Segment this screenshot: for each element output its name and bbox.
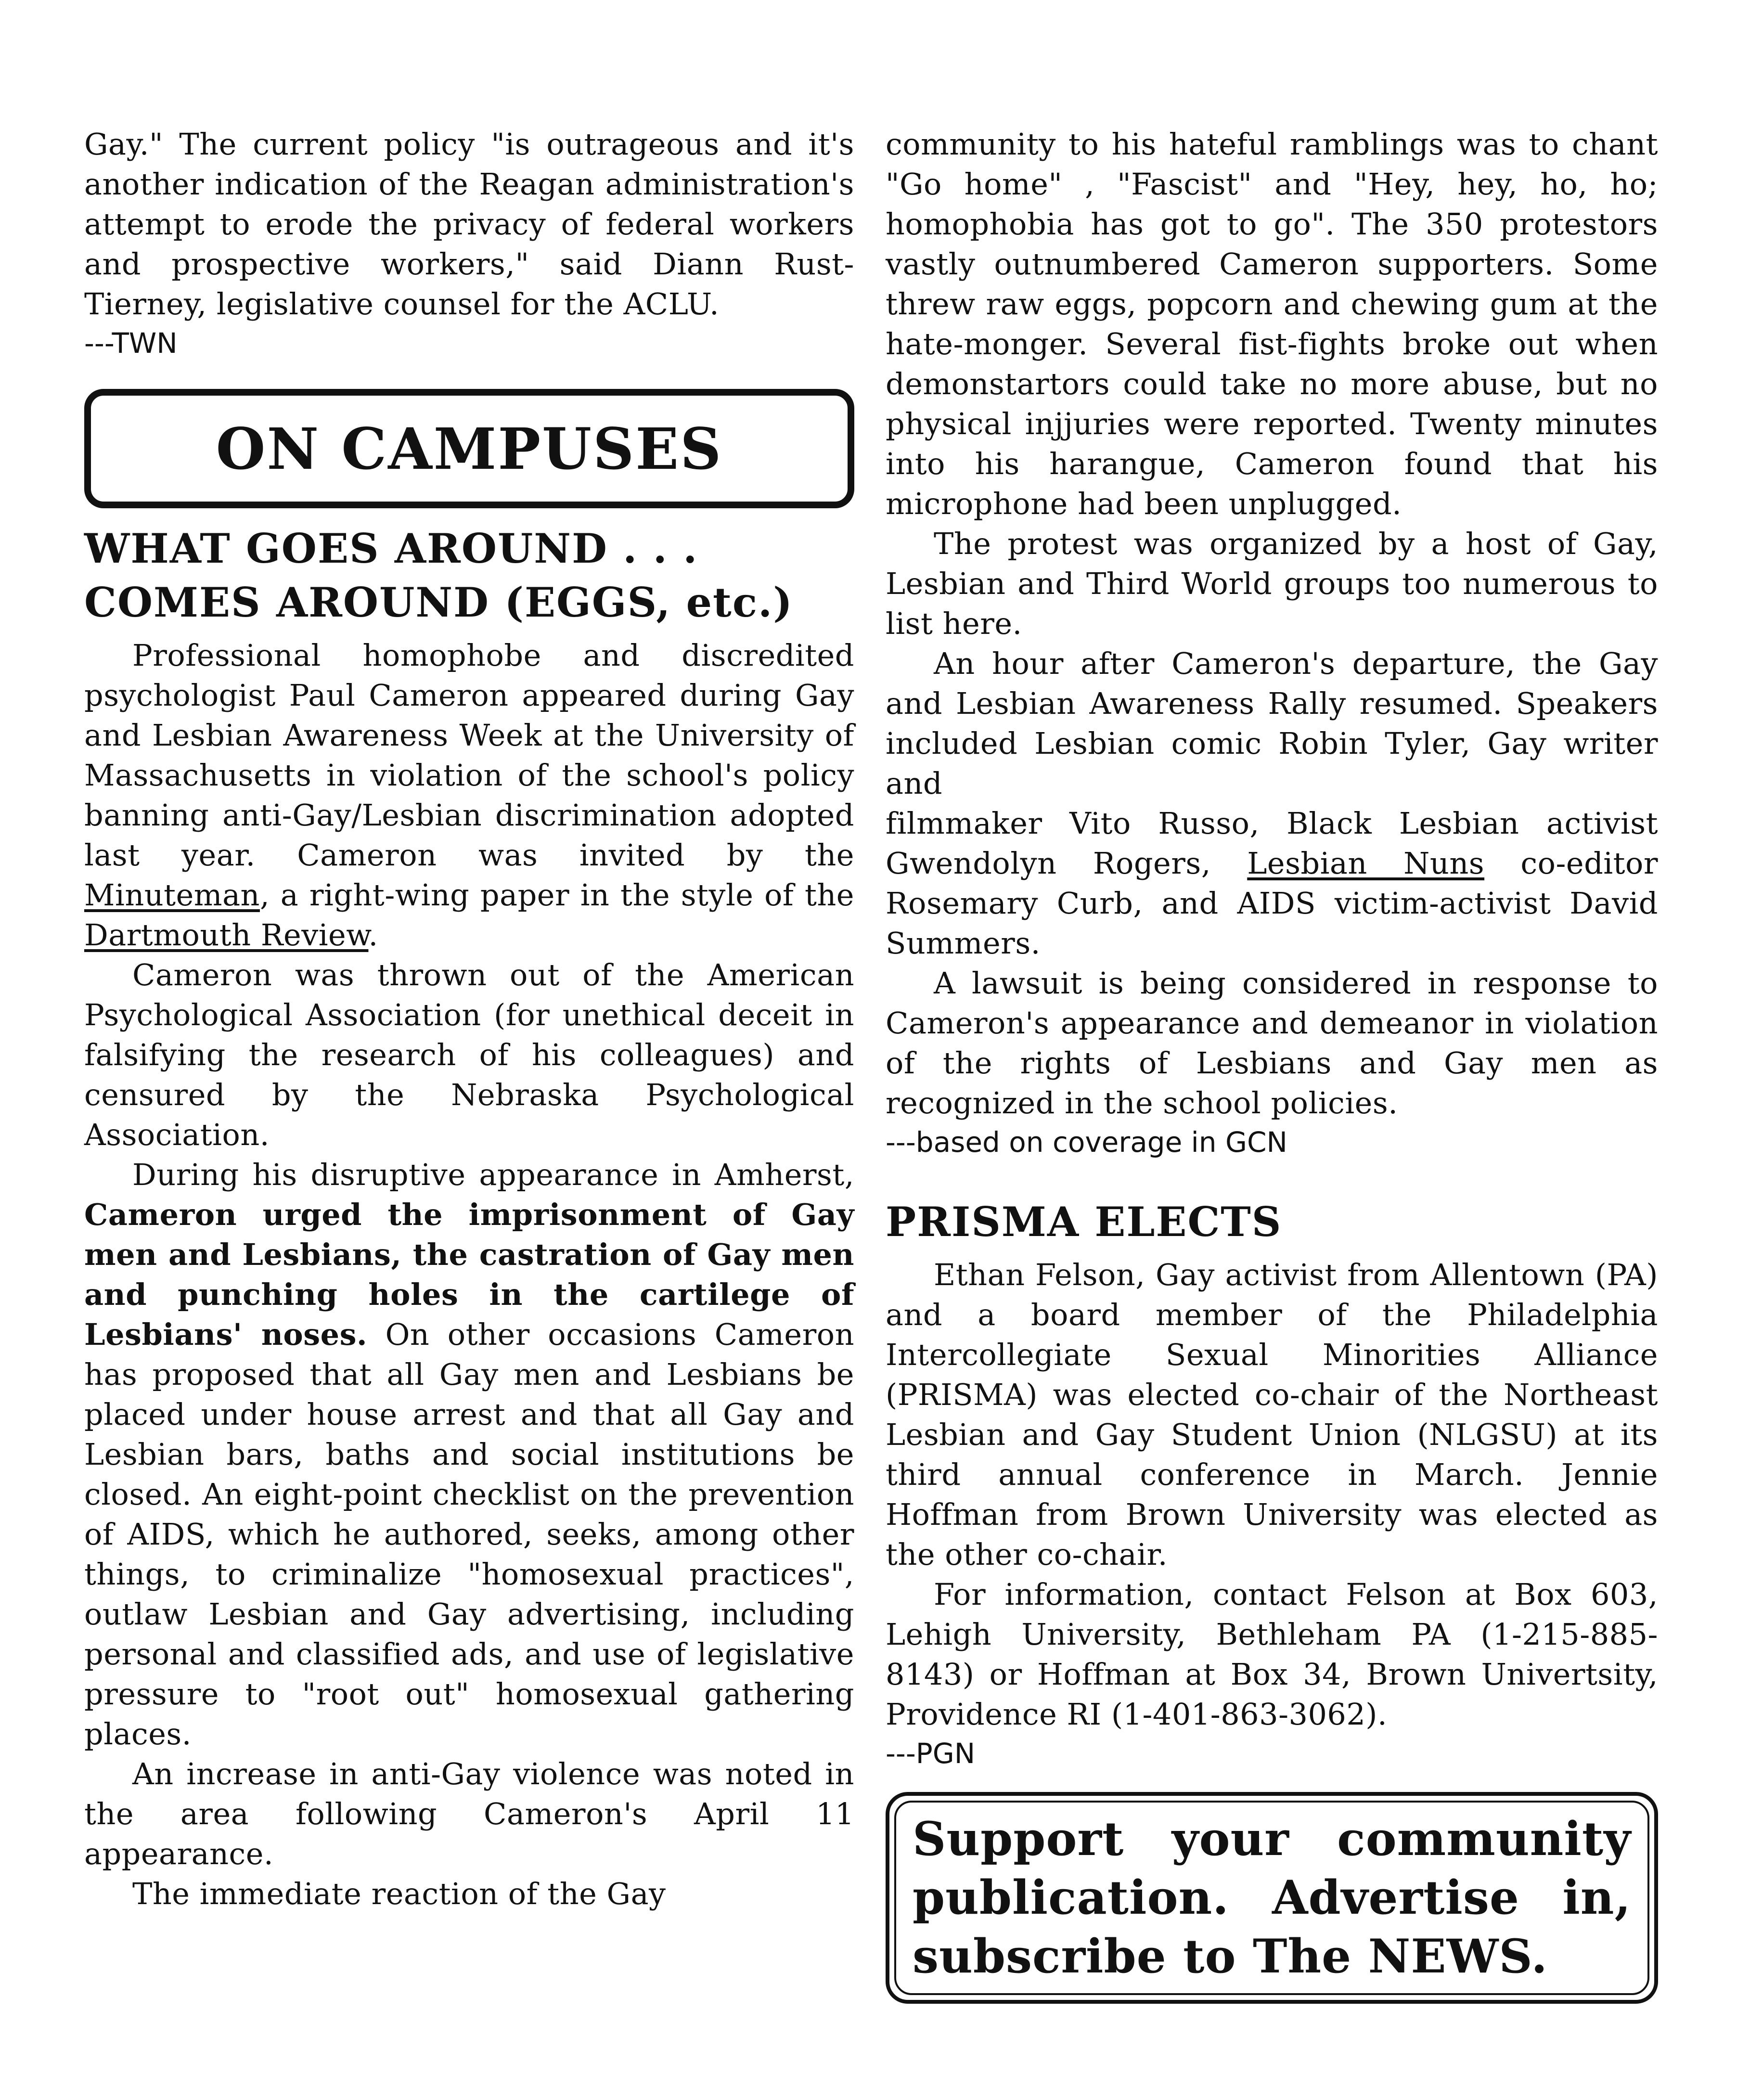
article-paragraph-rally: An hour after Cameron's departure, the Gay and Lesbian Awareness Rally resumed. Speakers included Lesbian comic Robin Tyler, Gay writer and bbox=[886, 646, 1658, 801]
minuteman-title: Minuteman bbox=[84, 877, 260, 913]
paragraph-text: . bbox=[368, 917, 378, 953]
paragraph-text: , a right-wing paper in the style of the bbox=[259, 877, 854, 913]
article-paragraph-1 bbox=[84, 635, 854, 955]
article-paragraph-lawsuit: A lawsuit is being considered in response to Cameron's appearance and demeanor in violation of the rights of Lesbians and Gay men as recognized in the school policies. bbox=[886, 966, 1658, 1121]
article-paragraph-protest: The protest was organized by a host of Gay, Lesbian and Third World groups too numerous to list here. bbox=[886, 526, 1658, 641]
paragraph-text: During his disruptive appearance in Amherst, bbox=[132, 1157, 854, 1192]
paragraph-text: co-editor Rosemary Curb, and AIDS victim-activist David Summers. bbox=[886, 846, 1659, 961]
credit-twn: ---TWN bbox=[84, 327, 178, 360]
credit-gcn: ---based on coverage in GCN bbox=[886, 1126, 1287, 1159]
headline-line-2: COMES AROUND (EGGS, etc.) bbox=[84, 579, 793, 626]
article-paragraph-4: An increase in anti-Gay violence was noted in the area following Cameron's April 11 appearance. bbox=[84, 1756, 854, 1871]
advertisement-box bbox=[886, 1792, 1658, 2004]
bold-quote: Cameron urged the imprisonment of Gay men and Lesbians, the castration of Gay men and punching holes in the cartilege of Lesbians' noses. bbox=[84, 1197, 854, 1352]
headline-line-1: WHAT GOES AROUND . . . bbox=[84, 525, 698, 572]
lesbian-nuns-title: Lesbian Nuns bbox=[1247, 846, 1485, 881]
section-header-box bbox=[84, 389, 854, 508]
paragraph-text: filmmaker Vito Russo, Black Lesbian activist Gwendolyn Rogers, bbox=[886, 806, 1658, 881]
article-continuation: community to his hateful ramblings was to chant "Go home" , "Fascist" and "Hey, hey, ho, ho; homophobia has got to go". The 350 protestors vastly outnumbered Cameron supporters. Some threw raw eggs, popcorn and chewing gum at the hate-monger. Several fist-fights broke out when demonstartors could take no more abuse, but no physical injjuries were reported. Twenty minutes into his harangue, Cameron found that his microphone had been unplugged. bbox=[886, 127, 1658, 521]
advertisement-inner-frame bbox=[894, 1801, 1649, 1995]
right-column bbox=[886, 124, 1658, 2004]
article-paragraph-speakers bbox=[886, 803, 1658, 963]
aclu-paragraph: Gay." The current policy "is outrageous and it's another indication of the Reagan administration's attempt to erode the privacy of federal workers and prospective workers," said Diann Rust-Tierney, legislative counsel for the ACLU. bbox=[84, 127, 854, 322]
article-paragraph-5: The immediate reaction of the Gay bbox=[132, 1876, 666, 1911]
left-column bbox=[84, 124, 854, 1914]
paragraph-text: On other occasions Cameron has proposed that all Gay men and Lesbians be placed under house arrest and that all Gay and Lesbian bars, baths and social institutions be closed. An eight-point checklist on the prevention of AIDS, which he authored, seeks, among other things, to criminalize "homosexual practices", outlaw Lesbian and Gay advertising, including personal and classified ads, and use of legislative pressure to "root out" homosexual gathering places. bbox=[84, 1317, 854, 1752]
article-paragraph-2: Cameron was thrown out of the American Psychological Association (for unethical deceit in falsifying the research of his colleagues) and censured by the Nebraska Psychological Association. bbox=[84, 957, 854, 1152]
credit-pgn: ---PGN bbox=[886, 1737, 976, 1770]
prisma-paragraph-2: For information, contact Felson at Box 603, Lehigh University, Bethleham PA (1-215-885-8143) or Hoffman at Box 34, Brown Univertsity, Providence RI (1-401-863-3062). bbox=[886, 1577, 1658, 1732]
article-headline bbox=[84, 522, 854, 630]
dartmouth-review-title: Dartmouth Review bbox=[84, 917, 369, 953]
paragraph-text: Professional homophobe and discredited psychologist Paul Cameron appeared during Gay and Lesbian Awareness Week at the University of Massachusetts in violation of the school's policy banning anti-Gay/Lesbian discrimination adopted last year. Cameron was invited by the bbox=[84, 638, 854, 873]
section-title: ON CAMPUSES bbox=[216, 415, 723, 482]
prisma-paragraph-1: Ethan Felson, Gay activist from Allentown (PA) and a board member of the Philadelphia Intercollegiate Sexual Minorities Alliance (PRISMA) was elected co-chair of the Northeast Lesbian and Gay Student Union (NLGSU) at its third annual conference in March. Jennie Hoffman from Brown University was elected as the other co-chair. bbox=[886, 1257, 1658, 1572]
article-paragraph-3 bbox=[84, 1155, 854, 1754]
prisma-headline: PRISMA ELECTS bbox=[886, 1198, 1282, 1246]
advertisement-text: Support your community publication. Advertise in, subscribe to The NEWS. bbox=[913, 1812, 1631, 1984]
